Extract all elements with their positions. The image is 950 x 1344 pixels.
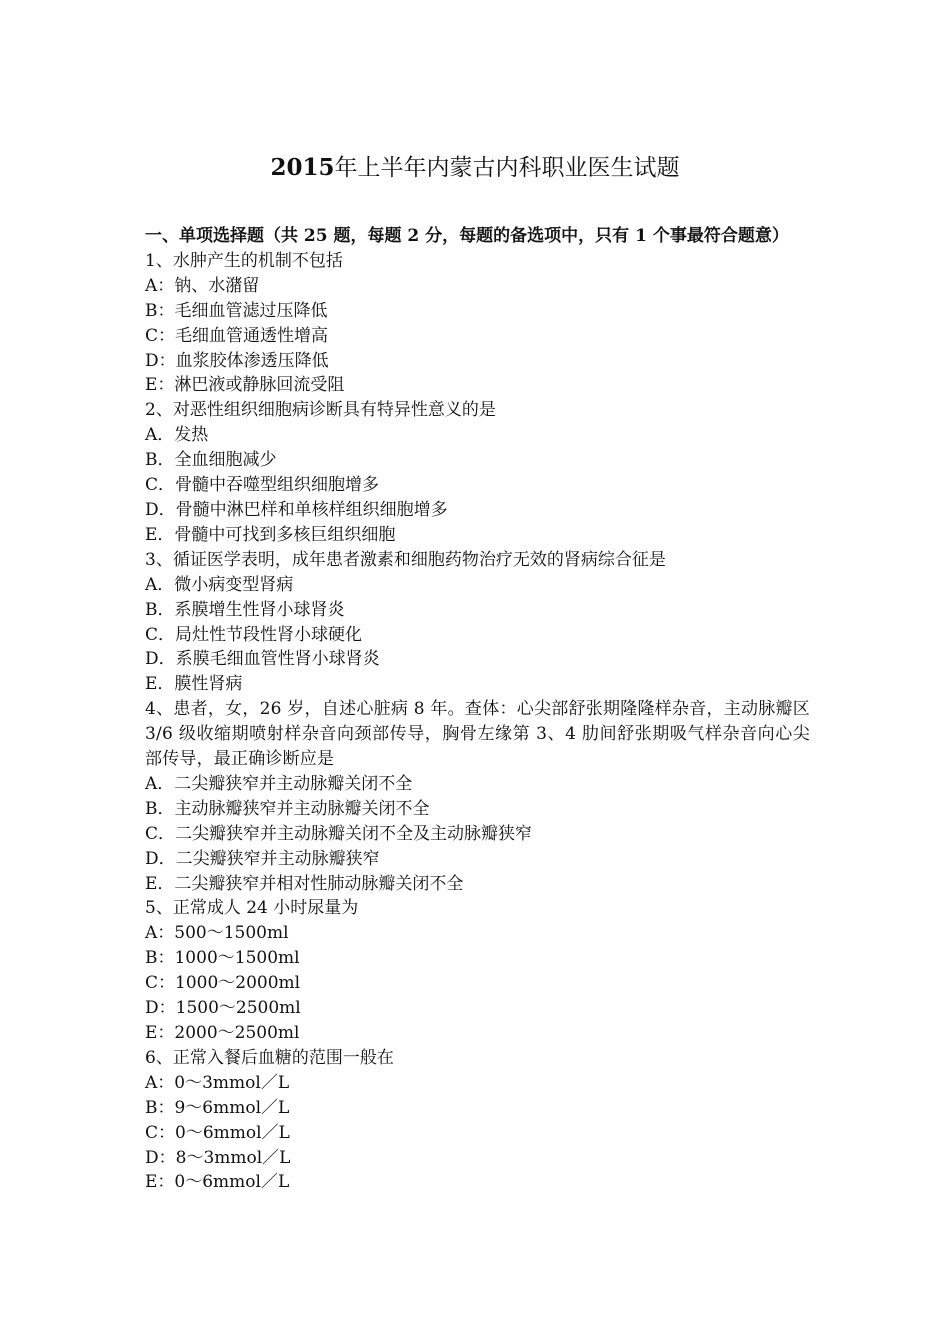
option-a: A．二尖瓣狭窄并主动脉瓣关闭不全: [145, 773, 413, 794]
option-d: D．二尖瓣狭窄并主动脉瓣狭窄: [145, 848, 380, 869]
option-e: E：淋巴液或静脉回流受阻: [145, 375, 345, 396]
title-year: 2015: [270, 154, 335, 181]
question-5: [145, 896, 810, 1045]
option-e: E：0～6mmol／L: [145, 1172, 290, 1193]
option-a: A．微小病变型肾病: [145, 574, 294, 595]
option-d: D．骨髓中淋巴样和单核样组织细胞增多: [145, 499, 448, 520]
option-e: E．骨髓中可找到多核巨组织细胞: [145, 524, 396, 545]
option-a: A：钠、水潴留: [145, 275, 260, 296]
option-c: C．局灶性节段性肾小球硬化: [145, 624, 363, 645]
question-6: [145, 1046, 810, 1195]
question-2: [145, 398, 810, 547]
document-body: [145, 224, 810, 1195]
section-heading: 一、单项选择题（共 25 题，每题 2 分，每题的备选项中，只有 1 个事最符合题意）: [145, 226, 789, 246]
question-stem: 5、正常成人 24 小时尿量为: [145, 898, 359, 919]
option-b: B：1000～1500ml: [145, 948, 300, 969]
option-c: C：1000～2000ml: [145, 973, 301, 994]
question-4: [145, 697, 810, 896]
option-c: C：毛细血管通透性增高: [145, 325, 329, 346]
option-b: B：9～6mmol／L: [145, 1097, 290, 1118]
option-a: A：0～3mmol／L: [145, 1072, 290, 1093]
option-e: E．二尖瓣狭窄并相对性肺动脉瓣关闭不全: [145, 873, 464, 894]
option-d: D：血浆胶体渗透压降低: [145, 350, 329, 371]
option-c: C：0～6mmol／L: [145, 1122, 290, 1143]
option-d: D：8～3mmol／L: [145, 1147, 291, 1168]
question-stem: 6、正常入餐后血糖的范围一般在: [145, 1047, 394, 1068]
title-text: 年上半年内蒙古内科职业医生试题: [334, 155, 680, 181]
option-d: D．系膜毛细血管性肾小球肾炎: [145, 649, 380, 670]
question-1: [145, 249, 810, 398]
option-b: B．主动脉瓣狭窄并主动脉瓣关闭不全: [145, 798, 430, 819]
document-title: [0, 150, 950, 186]
option-c: C．二尖瓣狭窄并主动脉瓣关闭不全及主动脉瓣狭窄: [145, 823, 533, 844]
option-a: A：500～1500ml: [145, 923, 289, 944]
question-stem: 2、对恶性组织细胞病诊断具有特异性意义的是: [145, 400, 496, 421]
question-stem: 4、患者，女，26 岁，自述心脏病 8 年。查体：心尖部舒张期隆隆样杂音，主动脉瓣区 3/6 级收缩期喷射样杂音向颈部传导，胸骨左缘第 3、4 肋间舒张期吸气样杂音向心尖部传导，最正确诊断应是: [145, 699, 810, 770]
option-a: A．发热: [145, 425, 209, 446]
option-d: D：1500～2500ml: [145, 998, 301, 1019]
option-e: E：2000～2500ml: [145, 1023, 300, 1043]
option-e: E．膜性肾病: [145, 674, 243, 695]
option-c: C．骨髓中吞噬型组织细胞增多: [145, 475, 380, 496]
option-b: B．系膜增生性肾小球肾炎: [145, 599, 345, 620]
question-stem: 3、循证医学表明，成年患者激素和细胞药物治疗无效的肾病综合征是: [145, 549, 666, 570]
option-b: B．全血细胞减少: [145, 450, 277, 471]
option-b: B：毛细血管滤过压降低: [145, 300, 328, 321]
question-3: [145, 548, 810, 697]
question-stem: 1、水肿产生的机制不包括: [145, 250, 343, 271]
